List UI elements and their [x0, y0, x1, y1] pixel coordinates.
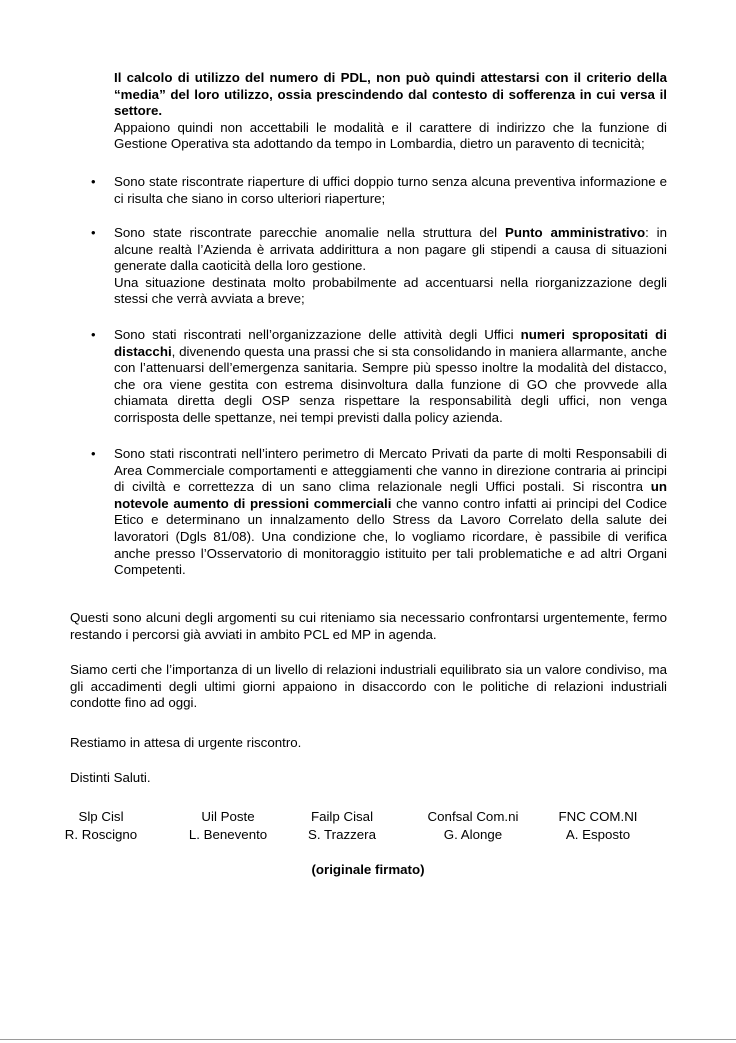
intro-text: Appaiono quindi non accettabili le modalità e il carattere di indirizzo che la funzione di Gestione Operativa sta adottando da tempo in Lombardia, dietro un paravento di tecnicità;	[114, 119, 667, 152]
signature-block	[418, 808, 528, 844]
signature-name: L. Benevento	[188, 827, 268, 842]
bold-phrase: Punto amministrativo	[504, 225, 646, 240]
signature-block	[46, 808, 156, 844]
signature-org: Failp Cisal	[310, 809, 374, 824]
bullet-text: Sono state riscontrate parecchie anomalie nella struttura del Punto amministrativo: in alcune realtà l’Azienda è arrivata addirittura a non pagare gli stipendi a causa di situazioni generate dalla caoticità della loro gestione.	[114, 225, 667, 274]
bold-phrase: un notevole aumento di pressioni commerciali	[114, 479, 667, 511]
bullet-text: Sono stati riscontrati nell’organizzazione delle attività degli Uffici numeri spropositati di distacchi, divenendo questa una prassi che si sta consolidando in maniera allarmante, anche con l’attenuarsi dell’emergenza sanitaria. Sempre più spesso inoltre la modalità del distacco, che ora viene gestita con estrema disinvoltura dalla funzione di GO che provvede alla chiamata diretta degli OSP senza rispettare la responsabilità degli uffici, non venga corrisposta delle spettanze, nei tempi previsti dalla policy azienda.	[114, 327, 667, 425]
intro-bold: Il calcolo di utilizzo del numero di PDL, non può quindi attestarsi con il criterio della “media” del loro utilizzo, ossia prescindendo dal contesto di sofferenza in cui versa il settore.	[114, 70, 667, 119]
signature-org: FNC COM.NI	[558, 809, 638, 824]
bullet-dot: •	[91, 446, 96, 461]
bullet-item-distacchi	[114, 327, 667, 427]
signature-block	[173, 808, 283, 844]
bullet-item-reopenings	[114, 174, 667, 207]
signature-org: Confsal Com.ni	[427, 809, 519, 824]
bold-phrase: numeri spropositati di distacchi	[114, 327, 667, 359]
signature-org: Slp Cisl	[78, 809, 124, 824]
originale-firmato: (originale firmato)	[311, 862, 425, 877]
bullet-dot: •	[91, 225, 96, 240]
bullet-item-pressioni-commerciali	[114, 446, 667, 579]
signature-org: Uil Poste	[201, 809, 255, 824]
intro-block	[114, 70, 667, 153]
paragraph-attesa: Restiamo in attesa di urgente riscontro.	[70, 735, 302, 750]
bullet-dot: •	[91, 327, 96, 342]
bullet-text: Sono stati riscontrati nell’intero perimetro di Mercato Privati da parte di molti Responsabili di Area Commerciale comportamenti e atteggiamenti che vanno in direzione contraria ai principi di civiltà e correttezza di un sano clima relazionale negli Uffici postali. Si riscontra un notevole aumento di pressioni commerciali che vanno contro infatti ai principi del Codice Etico e determinano un innalzamento dello Stress da Lavoro Correlato della salute dei lavoratori (Dgls 81/08). Una condizione che, lo vogliamo ricordare, è passibile di verifica anche presso l’Osservatorio di monitoraggio istituito per tali problematiche e ad altri Organi Competenti.	[114, 446, 667, 578]
bullet-text: Sono state riscontrate riaperture di uffici doppio turno senza alcuna preventiva informazione e ci risulta che siano in corso ulteriori riaperture;	[114, 174, 667, 206]
bullet-text-line2: Una situazione destinata molto probabilmente ad accentuarsi nella riorganizzazione degli stessi che verrà avviata a breve;	[114, 274, 667, 307]
signature-name: S. Trazzera	[308, 827, 376, 842]
signature-block	[287, 808, 397, 844]
paragraph-relazioni: Siamo certi che l’importanza di un livello di relazioni industriali equilibrato sia un valore condiviso, ma gli accadimenti degli ultimi giorni appaiono in disaccordo con le politiche di relazioni industriali condotte fino ad oggi.	[70, 662, 667, 711]
paragraph-argomenti: Questi sono alcuni degli argomenti su cui riteniamo sia necessario confrontarsi urgentemente, fermo restando i percorsi già avviati in ambito PCL ed MP in agenda.	[70, 610, 667, 642]
bullet-dot: •	[91, 174, 96, 189]
paragraph-saluti: Distinti Saluti.	[70, 770, 151, 785]
page-bottom-divider	[0, 1039, 736, 1040]
signature-block	[543, 808, 653, 844]
signature-name: G. Alonge	[443, 827, 503, 842]
signature-name: R. Roscigno	[64, 827, 138, 842]
signature-name: A. Esposto	[565, 827, 631, 842]
bullet-item-punto-amministrativo	[114, 225, 667, 308]
